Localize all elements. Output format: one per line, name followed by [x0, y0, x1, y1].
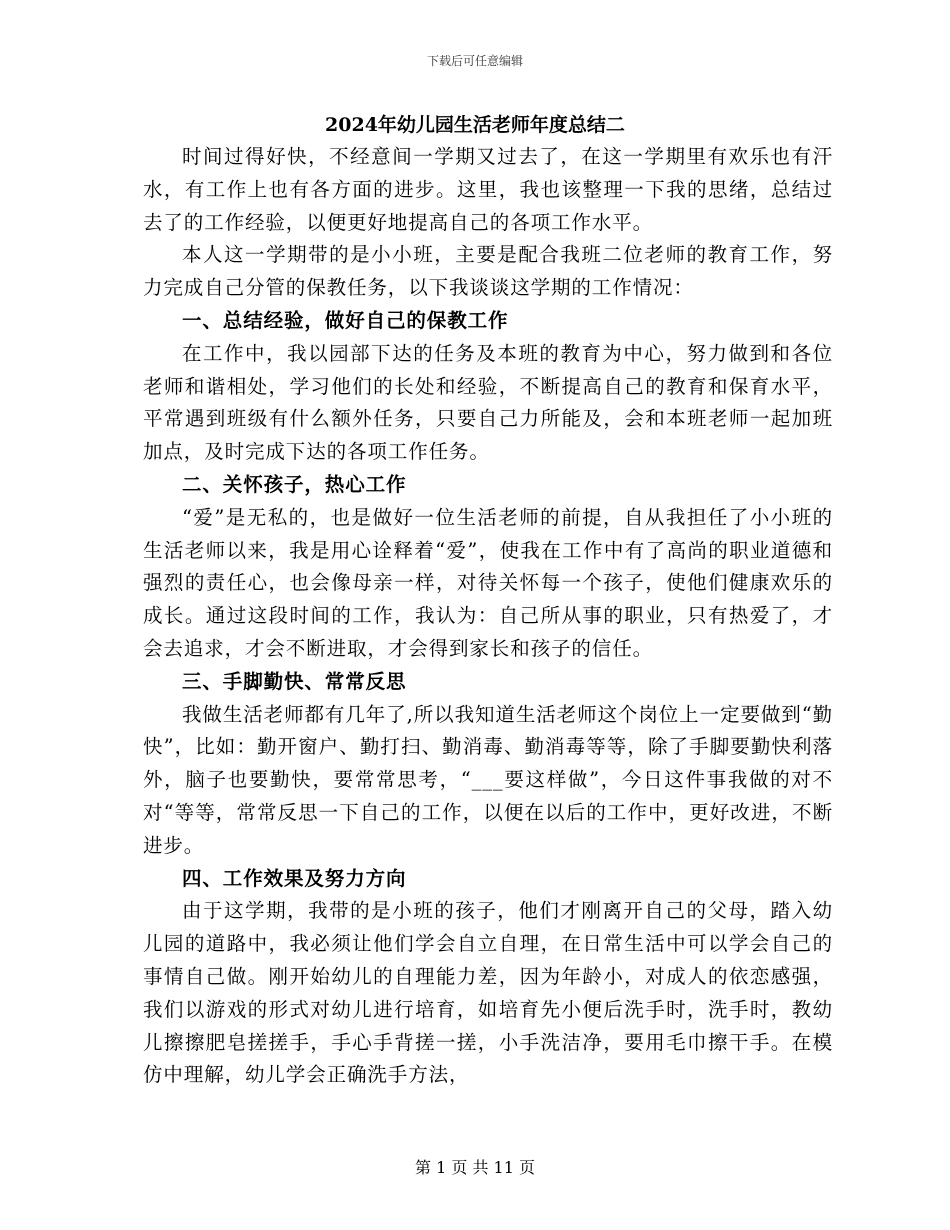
header-note: 下载后可任意编辑 — [426, 54, 523, 68]
section-heading: 一、总结经验，做好自己的保教工作 — [182, 308, 509, 332]
section-heading: 三、手脚勤快、常常反思 — [182, 669, 407, 693]
paragraph: “爱”是无私的，也是做好一位生活老师的前提，自从我担任了小小班的生活老师以来，我是用心诠释着“爱”，使我在工作中有了高尚的职业道德和强烈的责任心，也会像母亲一样，对待关怀每一个孩子，使他们健康欢乐的成长。通过这段时间的工作，我认为：自己所从事的职业，只有热爱了，才会去追求，才会不断进取，才会得到家长和孩子的信任。 — [143, 505, 833, 660]
paragraph: 我做生活老师都有几年了,所以我知道生活老师这个岗位上一定要做到“勤快”，比如：勤开窗户、勤打扫、勤消毒、勤消毒等等，除了手脚要勤快利落外，脑子也要勤快，要常常思考，“___要这样做”，今日这件事我做的对不对“等等，常常反思一下自己的工作，以便在以后的工作中，更好改进，不断进步。 — [143, 702, 833, 857]
document-body — [143, 141, 833, 1092]
section-heading: 四、工作效果及努力方向 — [182, 866, 407, 890]
section-heading: 二、关怀孩子，热心工作 — [182, 472, 407, 496]
paragraph: 在工作中，我以园部下达的任务及本班的教育为中心，努力做到和各位老师和谐相处，学习他们的长处和经验，不断提高自己的教育和保育水平，平常遇到班级有什么额外任务，只要自己力所能及，会和本班老师一起加班加点，及时完成下达的各项工作任务。 — [143, 341, 833, 464]
paragraph: 时间过得好快，不经意间一学期又过去了，在这一学期里有欢乐也有汗水，有工作上也有各方面的进步。这里，我也该整理一下我的思绪，总结过去了的工作经验，以便更好地提高自己的各项工作水平。 — [143, 145, 833, 234]
document-title: 2024年幼儿园生活老师年度总结二 — [325, 114, 625, 136]
paragraph: 由于这学期，我带的是小班的孩子，他们才刚离开自己的父母，踏入幼儿园的道路中，我必须让他们学会自立自理，在日常生活中可以学会自己的事情自己做。刚开始幼儿的自理能力差，因为年龄小，对成人的依恋感强，我们以游戏的形式对幼儿进行培育，如培育先小便后洗手时，洗手时，教幼儿擦擦肥皂搓搓手，手心手背搓一搓，小手洗洁净，要用毛巾擦干手。在模仿中理解，幼儿学会正确洗手方法， — [143, 899, 833, 1087]
paragraph: 本人这一学期带的是小小班，主要是配合我班二位老师的教育工作，努力完成自己分管的保教任务，以下我谈谈这学期的工作情况： — [143, 243, 833, 300]
page-footer: 第 1 页 共 11 页 — [415, 1158, 535, 1177]
